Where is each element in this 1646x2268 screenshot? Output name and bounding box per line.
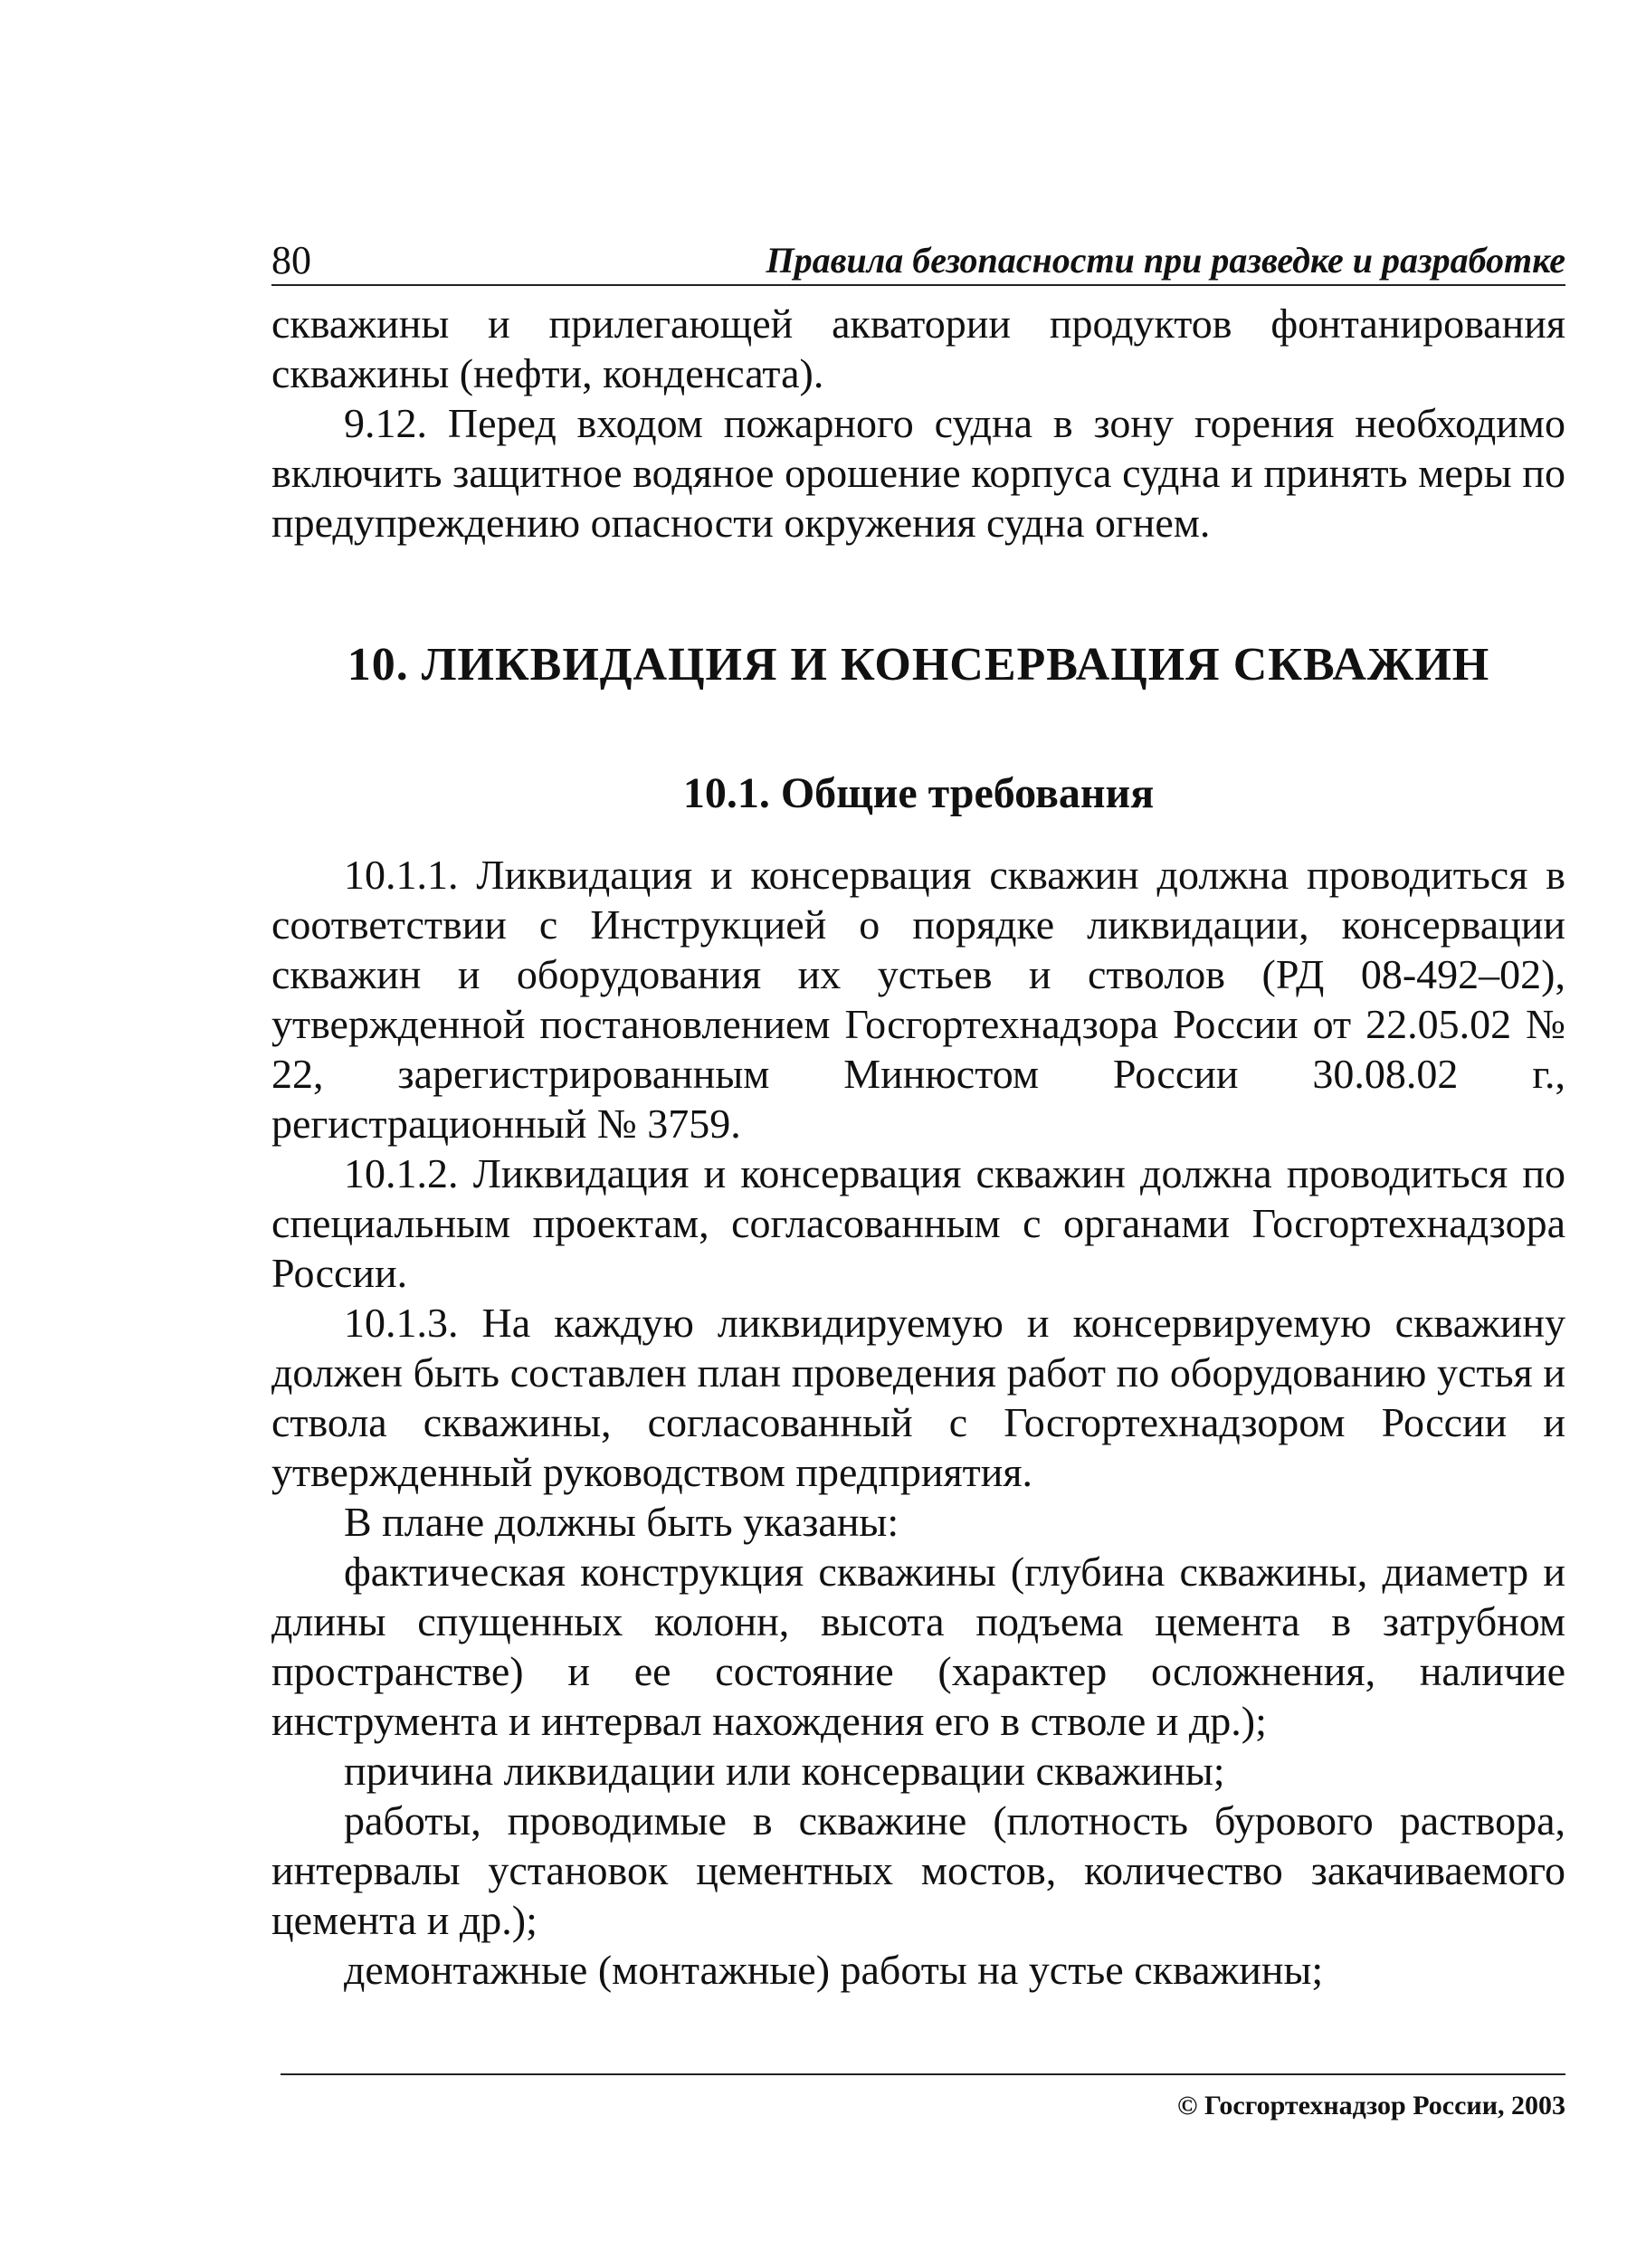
- section-title: 10.1. Общие требования: [682, 769, 1155, 817]
- footer-divider: [281, 2073, 1565, 2075]
- paragraph-continuation: скважины и прилегающей акватории продуктов фонтанирования скважины (нефти, конденсата).: [271, 300, 1565, 396]
- chapter-title: 10. ЛИКВИДАЦИЯ И КОНСЕРВАЦИЯ СКВАЖИН: [347, 639, 1490, 691]
- list-item-construction: фактическая конструкция скважины (глубина скважины, диаметр и длины спущенных колонн, высота подъема цемента в затрубном пространстве) и ее состояние (характер осложнения, наличие инструмента и интервал нахождения его в стволе и др.);: [271, 1549, 1565, 1744]
- list-item-reason: причина ликвидации или консервации скважины;: [344, 1748, 1225, 1794]
- list-item-works: работы, проводимые в скважине (плотность бурового раствора, интервалы установок цементных мостов, количество закачиваемого цемента и др.);: [271, 1797, 1565, 1943]
- list-item-dismantling: демонтажные (монтажные) работы на устье скважины;: [344, 1947, 1324, 1993]
- footer-copyright: © Госгортехнадзор России, 2003: [1177, 2091, 1565, 2120]
- running-header: [271, 233, 1565, 286]
- paragraph-9-12: 9.12. Перед входом пожарного судна в зону горения необходимо включить защитное водяное орошение корпуса судна и принять меры по предупреждению опасности окружения судна огнем.: [271, 400, 1565, 546]
- paragraph-10-1-3: 10.1.3. На каждую ликвидируемую и консервируемую скважину должен быть составлен план проведения работ по оборудованию устья и ствола скважины, согласованный с Госгортехнадзором России и утвержденный руководством предприятия.: [271, 1300, 1565, 1495]
- running-title: Правила безопасности при разведке и разработке: [766, 240, 1565, 281]
- paragraph-plan-intro: В плане должны быть указаны:: [344, 1499, 899, 1545]
- page-number: 80: [271, 238, 311, 282]
- body-text: [271, 299, 1565, 1995]
- paragraph-10-1-1: 10.1.1. Ликвидация и консервация скважин должна проводиться в соответствии с Инструкцией о порядке ликвидации, консервации скважин и оборудования их устьев и стволов (РД 08-492–02), утвержденной постановлением Госгортехнадзора России от 22.05.02 № 22, зарегистрированным Минюстом России 30.08.02 г., регистрационный № 3759.: [271, 852, 1565, 1147]
- paragraph-10-1-2: 10.1.2. Ликвидация и консервация скважин должна проводиться по специальным проектам, согласованным с органами Госгортехнадзора России.: [271, 1150, 1565, 1296]
